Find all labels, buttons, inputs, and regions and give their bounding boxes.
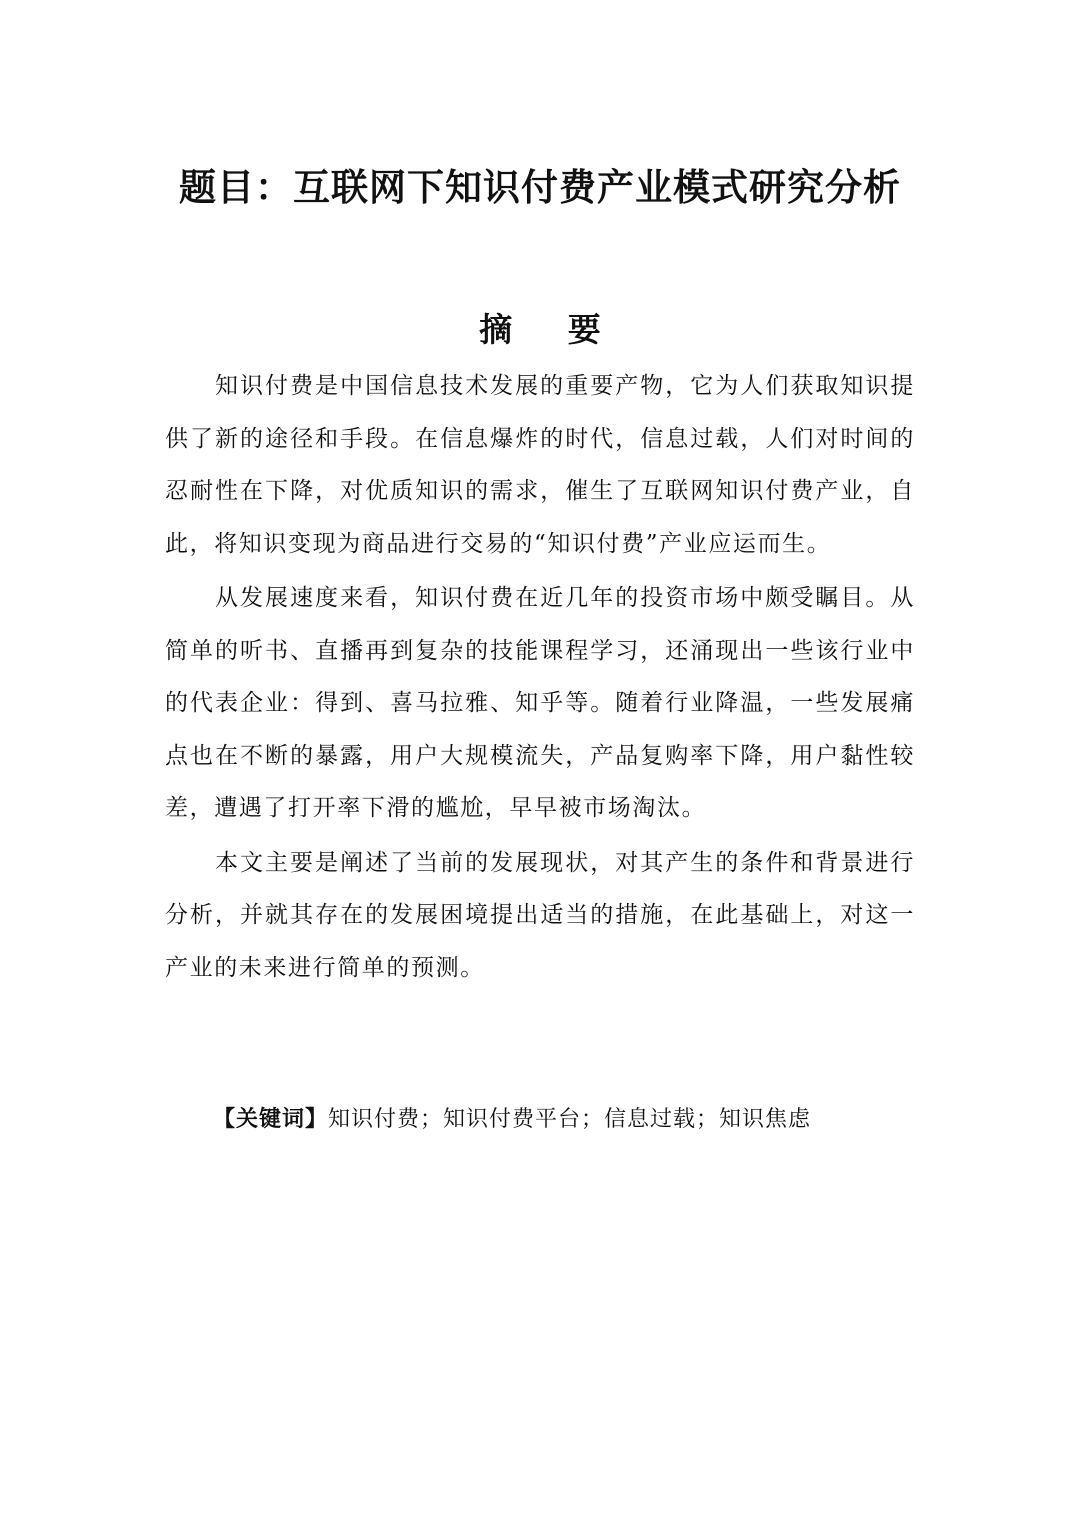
abstract-body bbox=[165, 360, 915, 996]
document-title: 题目：互联网下知识付费产业模式研究分析 bbox=[179, 166, 901, 209]
keywords-label: 【关键词】 bbox=[213, 1107, 329, 1132]
keywords-line bbox=[213, 1095, 933, 1145]
abstract-heading: 摘 要 bbox=[479, 310, 623, 349]
keywords-text: 知识付费；知识付费平台；信息过载；知识焦虑 bbox=[328, 1107, 812, 1132]
abstract-paragraph: 知识付费是中国信息技术发展的重要产物，它为人们获取知识提供了新的途径和手段。在信息爆炸的时代，信息过载，人们对时间的忍耐性在下降，对优质知识的需求，催生了互联网知识付费产业，自此，将知识变现为商品进行交易的“知识付费”产业应运而生。 bbox=[165, 373, 915, 557]
abstract-paragraph: 从发展速度来看，知识付费在近几年的投资市场中颇受瞩目。从简单的听书、直播再到复杂的技能课程学习，还涌现出一些该行业中的代表企业：得到、喜马拉雅、知乎等。随着行业降温，一些发展痛点也在不断的暴露，用户大规模流失，产品复购率下降，用户黏性较差，遭遇了打开率下滑的尴尬，早早被市场淘汰。 bbox=[165, 585, 915, 821]
abstract-paragraph: 本文主要是阐述了当前的发展现状，对其产生的条件和背景进行分析，并就其存在的发展困境提出适当的措施，在此基础上，对这一产业的未来进行简单的预测。 bbox=[165, 849, 915, 981]
